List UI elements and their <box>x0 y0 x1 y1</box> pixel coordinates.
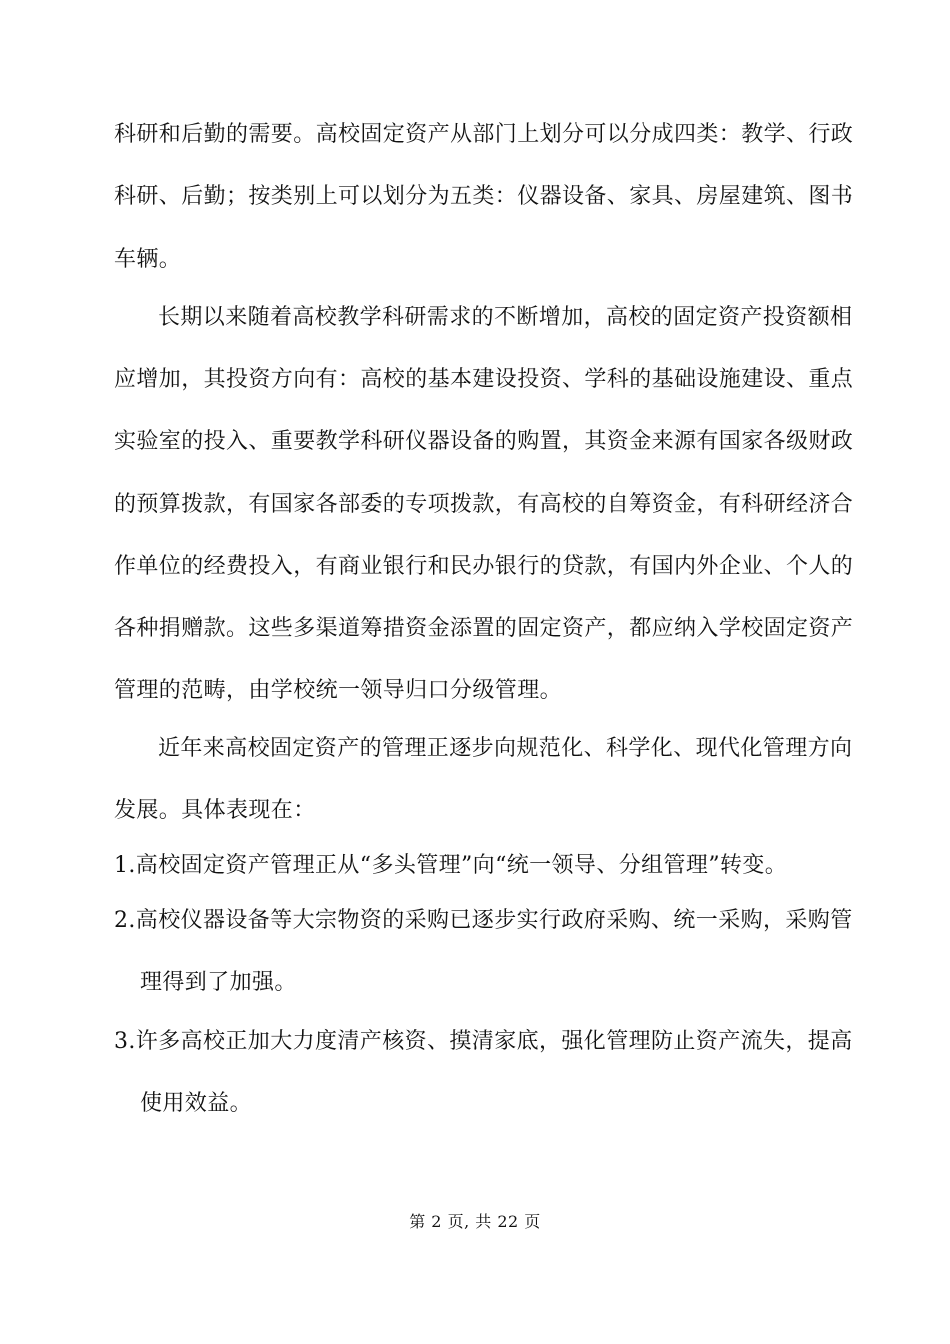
paragraph-line: 车辆。 <box>114 247 182 272</box>
list-item-continuation: 理得到了加强。 <box>140 970 297 995</box>
paragraph-line: 应增加，其投资方向有：高校的基本建设投资、学科的基础设施建设、重点 <box>114 367 854 392</box>
list-item-continuation: 使用效益。 <box>140 1091 253 1116</box>
list-item: 3.许多高校正加大力度清产核资、摸清家底，强化管理防止资产流失，提高 <box>114 1029 853 1054</box>
paragraph-line: 的预算拨款，有国家各部委的专项拨款，有高校的自筹资金，有科研经济合 <box>114 492 854 517</box>
paragraph-line: 发展。具体表现在： <box>114 798 316 823</box>
paragraph-line: 科研和后勤的需要。高校固定资产从部门上划分可以分成四类：教学、行政 <box>114 122 854 147</box>
paragraph-line: 科研、后勤；按类别上可以划分为五类：仪器设备、家具、房屋建筑、图书 <box>114 184 854 209</box>
paragraph-line: 管理的范畴，由学校统一领导归口分级管理。 <box>114 678 563 703</box>
list-item: 1.高校固定资产管理正从“多头管理”向“统一领导、分组管理”转变。 <box>114 853 788 878</box>
paragraph-line: 长期以来随着高校教学科研需求的不断增加，高校的固定资产投资额相 <box>158 305 853 330</box>
paragraph-line: 作单位的经费投入，有商业银行和民办银行的贷款，有国内外企业、个人的 <box>114 554 854 579</box>
paragraph-line: 近年来高校固定资产的管理正逐步向规范化、科学化、现代化管理方向 <box>158 736 853 761</box>
paragraph-line: 实验室的投入、重要教学科研仪器设备的购置，其资金来源有国家各级财政 <box>114 429 854 454</box>
page-number-footer: 第 2 页, 共 22 页 <box>409 1212 541 1231</box>
list-item: 2.高校仪器设备等大宗物资的采购已逐步实行政府采购、统一采购，采购管 <box>114 908 853 933</box>
paragraph-line: 各种捐赠款。这些多渠道筹措资金添置的固定资产，都应纳入学校固定资产 <box>114 616 854 641</box>
